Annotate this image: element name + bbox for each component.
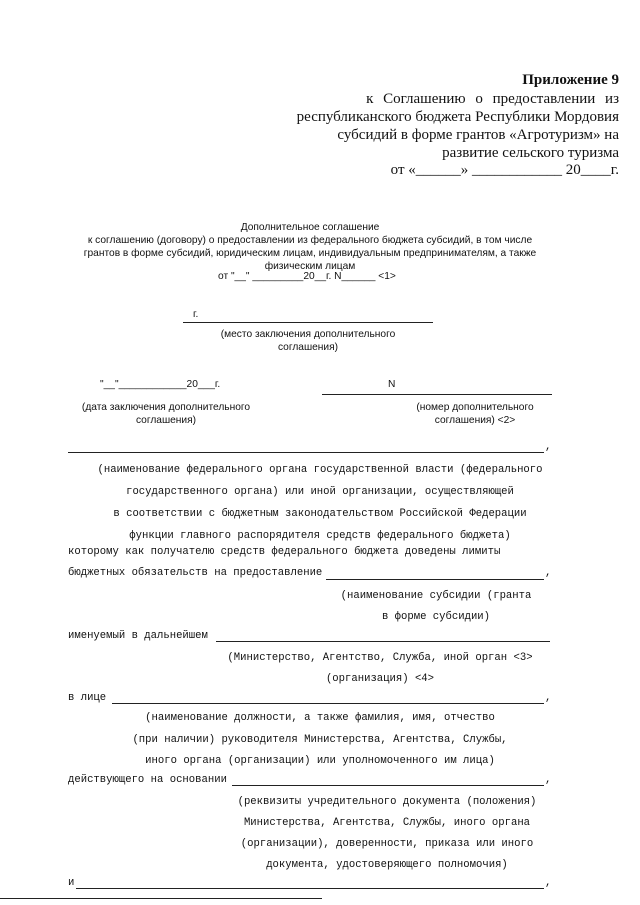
date-caption-1: (дата заключения дополнительного [81,402,251,413]
subsidy-caption-2: в форме субсидии) [381,611,491,623]
basis-text: действующего на основании [68,774,227,786]
federal-body-caption-3: в соответствии с бюджетным законодательством Российской Федерации [113,508,527,520]
basis-field-line[interactable] [232,785,544,786]
federal-body-field-line[interactable] [68,452,544,453]
comma-5: , [545,877,552,889]
person-field-line[interactable] [112,703,544,704]
place-caption-1: (место заключения дополнительного [220,329,396,340]
appendix-title: Приложение 9 [522,72,619,88]
heading-line-2: грантов в форме субсидий, юридическим лицам, индивидуальным предпринимателям, а также [83,248,537,259]
comma-4: , [545,774,552,786]
named-caption-2: (организация) <4> [325,673,435,685]
named-field-line[interactable] [216,641,550,642]
basis-caption-1: (реквизиты учредительного документа (положения) [237,796,537,808]
named-caption-1: (Министерство, Агентство, Служба, иной орган <3> [227,652,533,664]
federal-body-caption-1: (наименование федерального органа государственной власти (федерального [97,464,543,476]
obligations-text: бюджетных обязательств на предоставление [68,567,323,579]
appendix-line-4: развитие сельского туризма [442,145,619,161]
appendix-line-3: субсидий в форме грантов «Агротуризм» на [337,127,619,143]
party-field-line[interactable] [76,888,544,889]
basis-caption-3: (организации), доверенности, приказа или иного [240,838,534,850]
number-prefix: N [388,379,396,390]
number-caption-2: соглашения) <2> [434,415,516,426]
date-value: "__"____________20___г. [100,379,221,390]
person-caption-1: (наименование должности, а также фамилия, имя, отчество [145,712,495,724]
heading-title: Дополнительное соглашение [240,222,380,233]
person-caption-2: (при наличии) руководителя Министерства, Агентства, Службы, [132,734,508,746]
subsidy-caption-1: (наименование субсидии (гранта [340,590,532,602]
place-caption-2: соглашения) [277,342,339,353]
named-text: именуемый в дальнейшем [68,630,208,642]
person-text: в лице [68,692,107,704]
appendix-line-1: к Соглашению о предоставлении из [366,91,619,107]
footnote-separator [0,898,322,899]
and-text: и [68,877,75,889]
place-prefix: г. [193,309,199,320]
federal-body-caption-4: функции главного распорядителя средств федерального бюджета) [129,530,511,542]
subsidy-field-line[interactable] [326,579,544,580]
heading-line-1: к соглашению (договору) о предоставлении из федерального бюджета субсидий, в том числе [87,235,533,246]
comma-3: , [545,692,552,704]
number-field-line[interactable] [322,394,552,395]
comma-2: , [545,567,552,579]
basis-caption-4: документа, удостоверяющего полномочия) [266,859,508,871]
date-caption-2: соглашения) [135,415,197,426]
comma-1: , [545,441,552,453]
heading-line-3: физическим лицам [264,261,356,272]
heading-date-number: от "__" _________20__г. N______ <1> [218,271,396,282]
number-caption-1: (номер дополнительного [416,402,534,413]
appendix-line-2: республиканского бюджета Республики Мордовия [296,109,619,125]
limits-text: которому как получателю средств федерального бюджета доведены лимиты [68,546,501,558]
federal-body-caption-2: государственного органа) или иной организации, осуществляющей [126,486,514,498]
place-field-line[interactable] [183,322,433,323]
person-caption-3: иного органа (организации) или уполномоченного им лица) [145,755,495,767]
appendix-date-line: от «______» ____________ 20____г. [390,162,619,178]
basis-caption-2: Министерства, Агентства, Службы, иного органа [243,817,531,829]
